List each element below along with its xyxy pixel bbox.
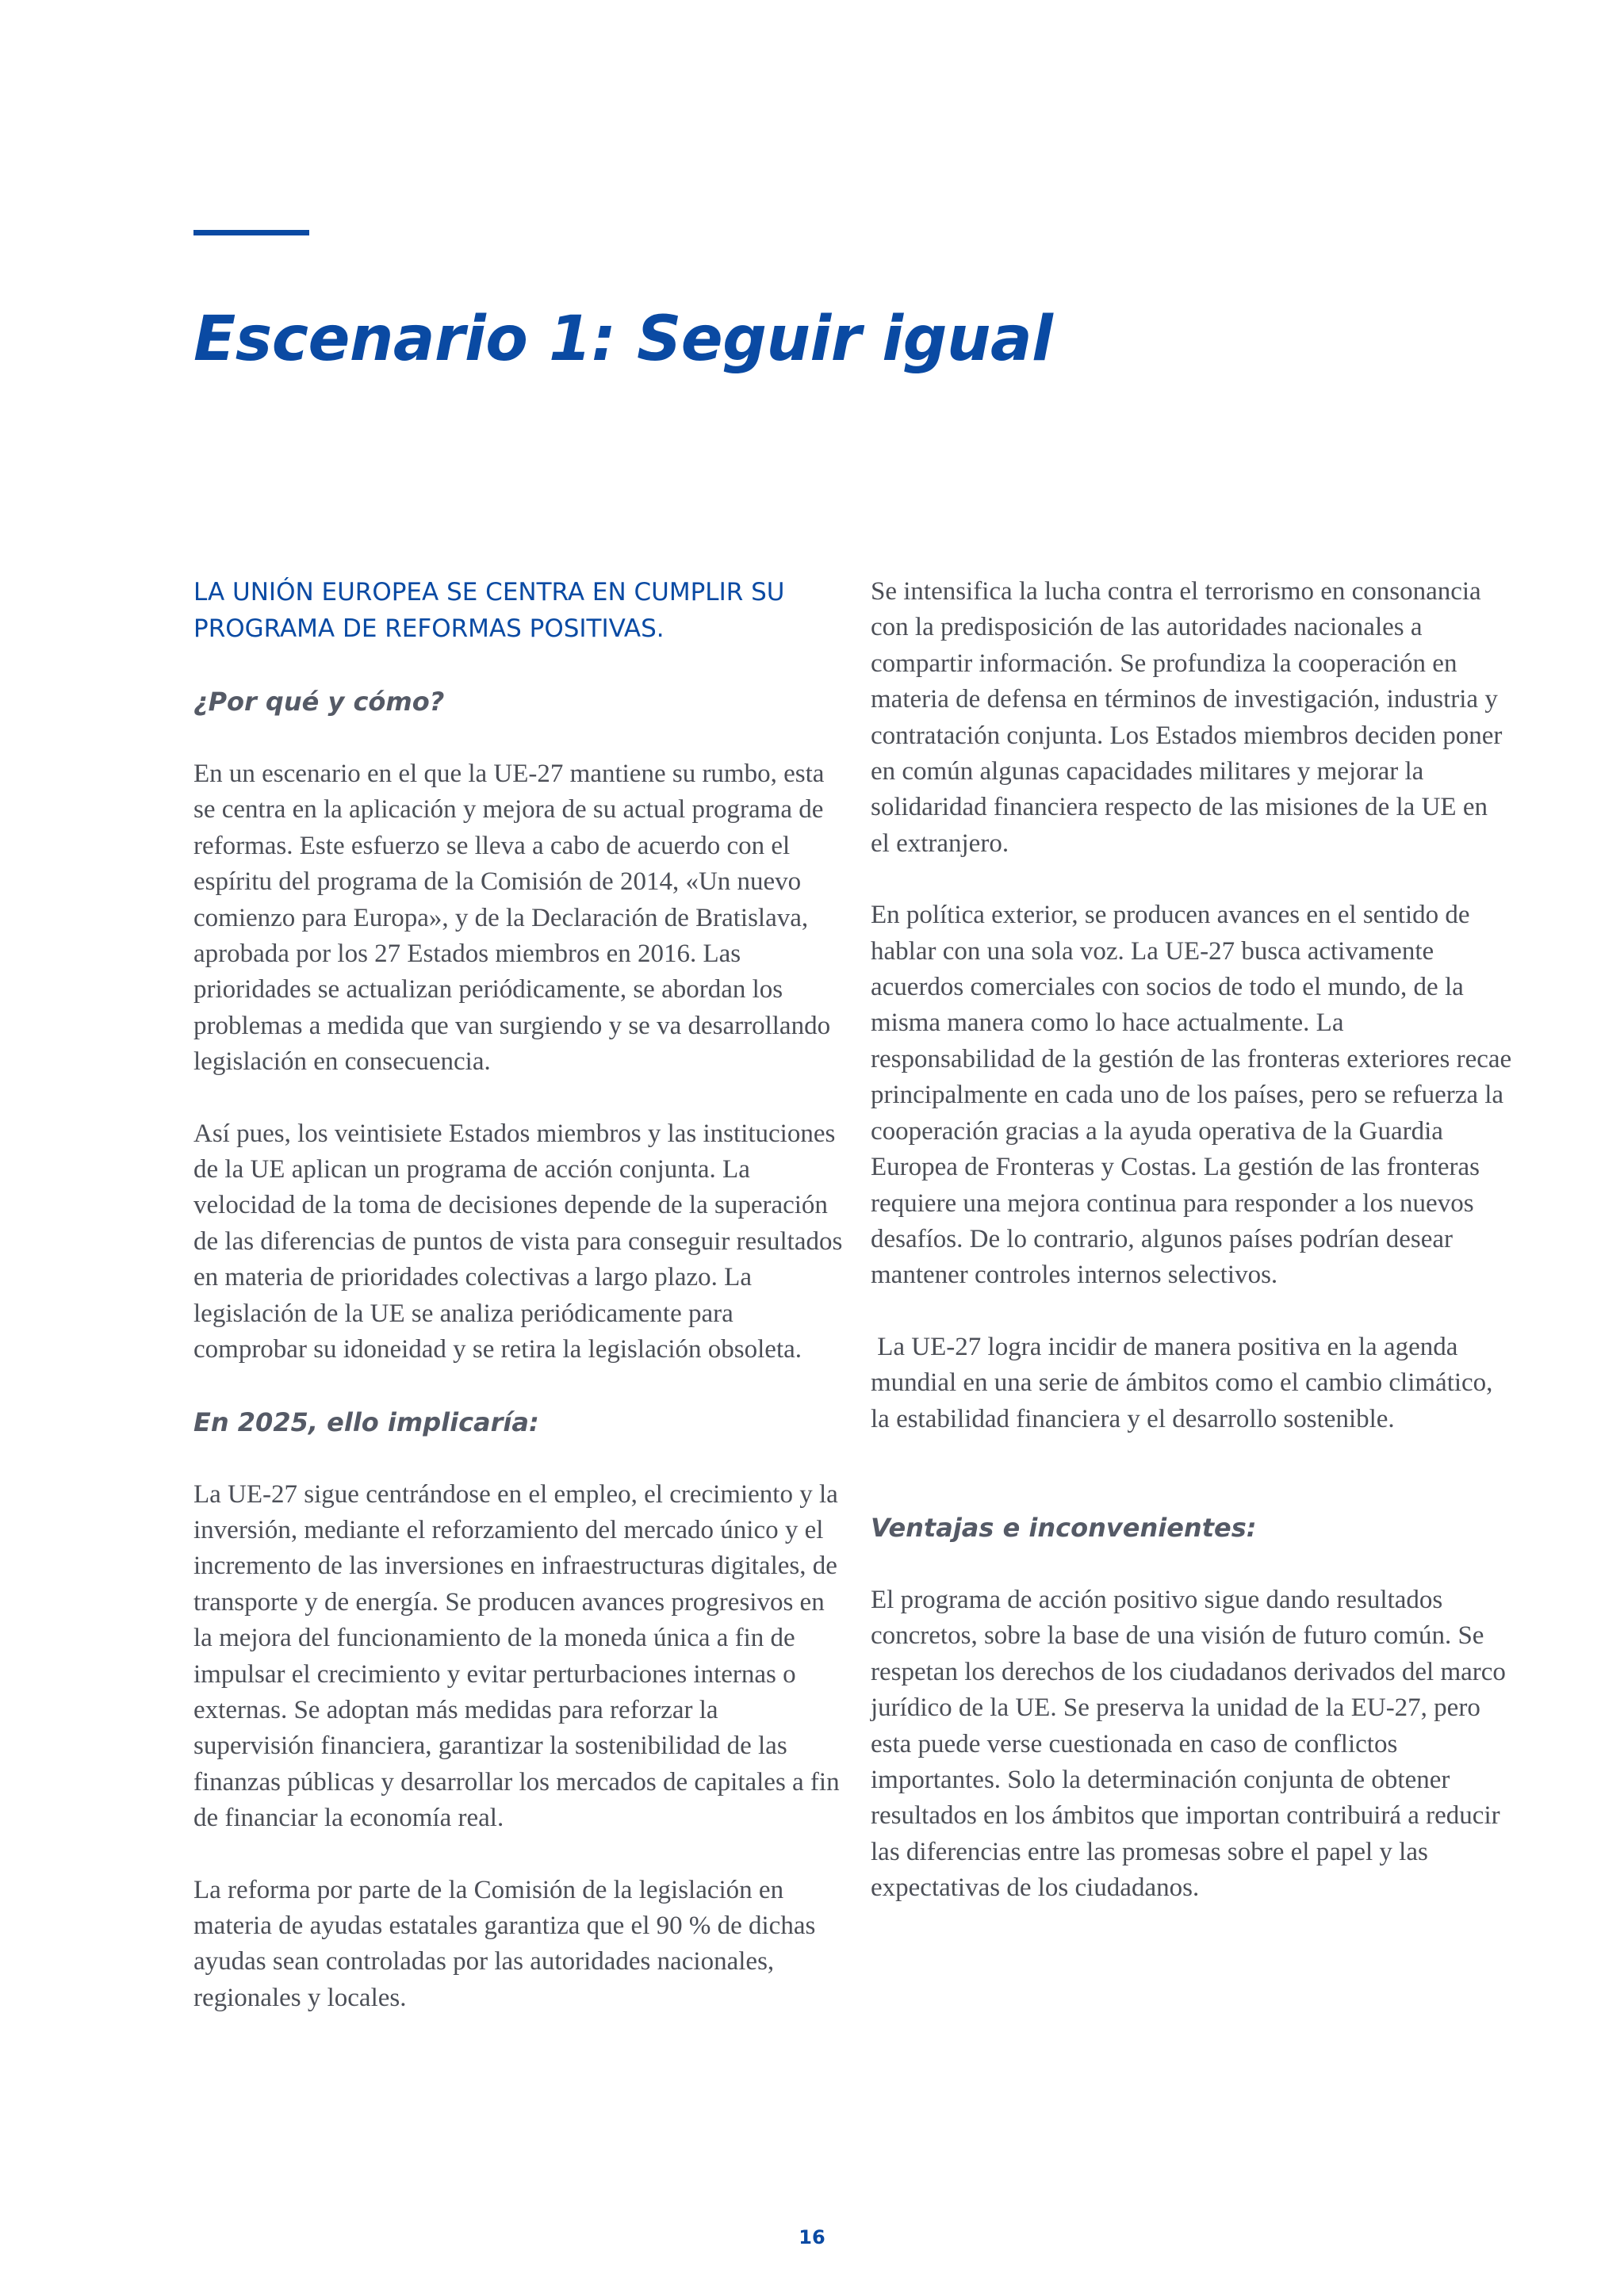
paragraph: Se intensifica la lucha contra el terrorismo en consonancia con la predisposición de las autoridades nacionales a compartir información. Se profundiza la cooperación en materia de defensa en términos de investigación, industria y contratación conjunta. Los Estados miembros deciden poner en común algunas capacidades militares y mejorar la solidaridad financiera respecto de las misiones de la UE en el extranjero. <box>871 577 1503 858</box>
intro-heading: LA UNIÓN EUROPEA SE CENTRA EN CUMPLIR SU PROGRAMA DE REFORMAS POSITIVAS. <box>193 578 785 643</box>
page-number: 16 <box>799 2226 825 2248</box>
paragraph: La UE-27 sigue centrándose en el empleo, el crecimiento y la inversión, mediante el reforzamiento del mercado único y el incremento de las inversiones en infraestructuras digitales, de transporte y de energía. Se producen avances progresivos en la mejora del funcionamiento de la moneda única a fin de impulsar el crecimiento y evitar perturbaciones internas o externas. Se adoptan más medidas para reforzar la supervisión financiera, garantizar la sostenibilidad de las finanzas públicas y desarrollar los mercados de capitales a fin de financiar la economía real. <box>193 1479 840 1833</box>
paragraph: La reforma por parte de la Comisión de la legislación en materia de ayudas estatales garantiza que el 90 % de dichas ayudas sean controladas por las autoridades nacionales, regionales y locales. <box>193 1875 816 2012</box>
subheading-why-how: ¿Por qué y cómo? <box>193 687 445 717</box>
left-column <box>193 574 844 2016</box>
title-accent-bar <box>193 230 309 235</box>
paragraph: En un escenario en el que la UE-27 mantiene su rumbo, esta se centra en la aplicación y mejora de su actual programa de reformas. Este esfuerzo se lleva a cabo de acuerdo con el espíritu del programa de la Comisión de 2014, «Un nuevo comienzo para Europa», y de la Declaración de Bratislava, aprobada por los 27 Estados miembros en 2016. Las prioridades se actualizan periódicamente, se abordan los problemas a medida que van surgiendo y se va desarrollando legislación en consecuencia. <box>193 760 831 1077</box>
paragraph: Así pues, los veintisiete Estados miembros y las instituciones de la UE aplican un programa de acción conjunta. La velocidad de la toma de decisiones depende de la superación de las diferencias de puntos de vista para conseguir resultados en materia de prioridades colectivas a largo plazo. La legislación de la UE se analiza periódicamente para comprobar su idoneidad y se retira la legislación obsoleta. <box>193 1119 843 1364</box>
right-column <box>871 574 1513 1907</box>
section-spacer <box>871 1473 1513 1510</box>
subheading-2025: En 2025, ello implicaría: <box>193 1406 539 1437</box>
paragraph: El programa de acción positivo sigue dando resultados concretos, sobre la base de una visión de futuro común. Se respetan los derechos de los ciudadanos derivados del marco jurídico de la UE. Se preserva la unidad de la EU-27, pero esta puede verse cuestionada en caso de conflictos importantes. Solo la determinación conjunta de obtener resultados en los ámbitos que importan contribuirá a reducir las diferencias entre las promesas sobre el papel y las expectativas de los ciudadanos. <box>871 1585 1506 1903</box>
page-title: Escenario 1: Seguir igual <box>193 304 1053 375</box>
paragraph: La UE-27 logra incidir de manera positiva en la agenda mundial en una serie de ámbitos como el cambio climático, la estabilidad financiera y el desarrollo sostenible. <box>871 1332 1500 1433</box>
subheading-pros-cons: Ventajas e inconvenientes: <box>871 1512 1257 1543</box>
paragraph: En política exterior, se producen avances en el sentido de hablar con una sola voz. La UE-27 busca activamente acuerdos comerciales con socios de todo el mundo, de la misma manera como lo hace actualmente. La responsabilidad de la gestión de las fronteras exteriores recae principalmente en cada uno de los países, pero se refuerza la cooperación gracias a la ayuda operativa de la Guardia Europea de Fronteras y Costas. La gestión de las fronteras requiere una mejora continua para responder a los nuevos desafíos. De lo contrario, algunos países podrían desear mantener controles internos selectivos. <box>871 901 1512 1290</box>
